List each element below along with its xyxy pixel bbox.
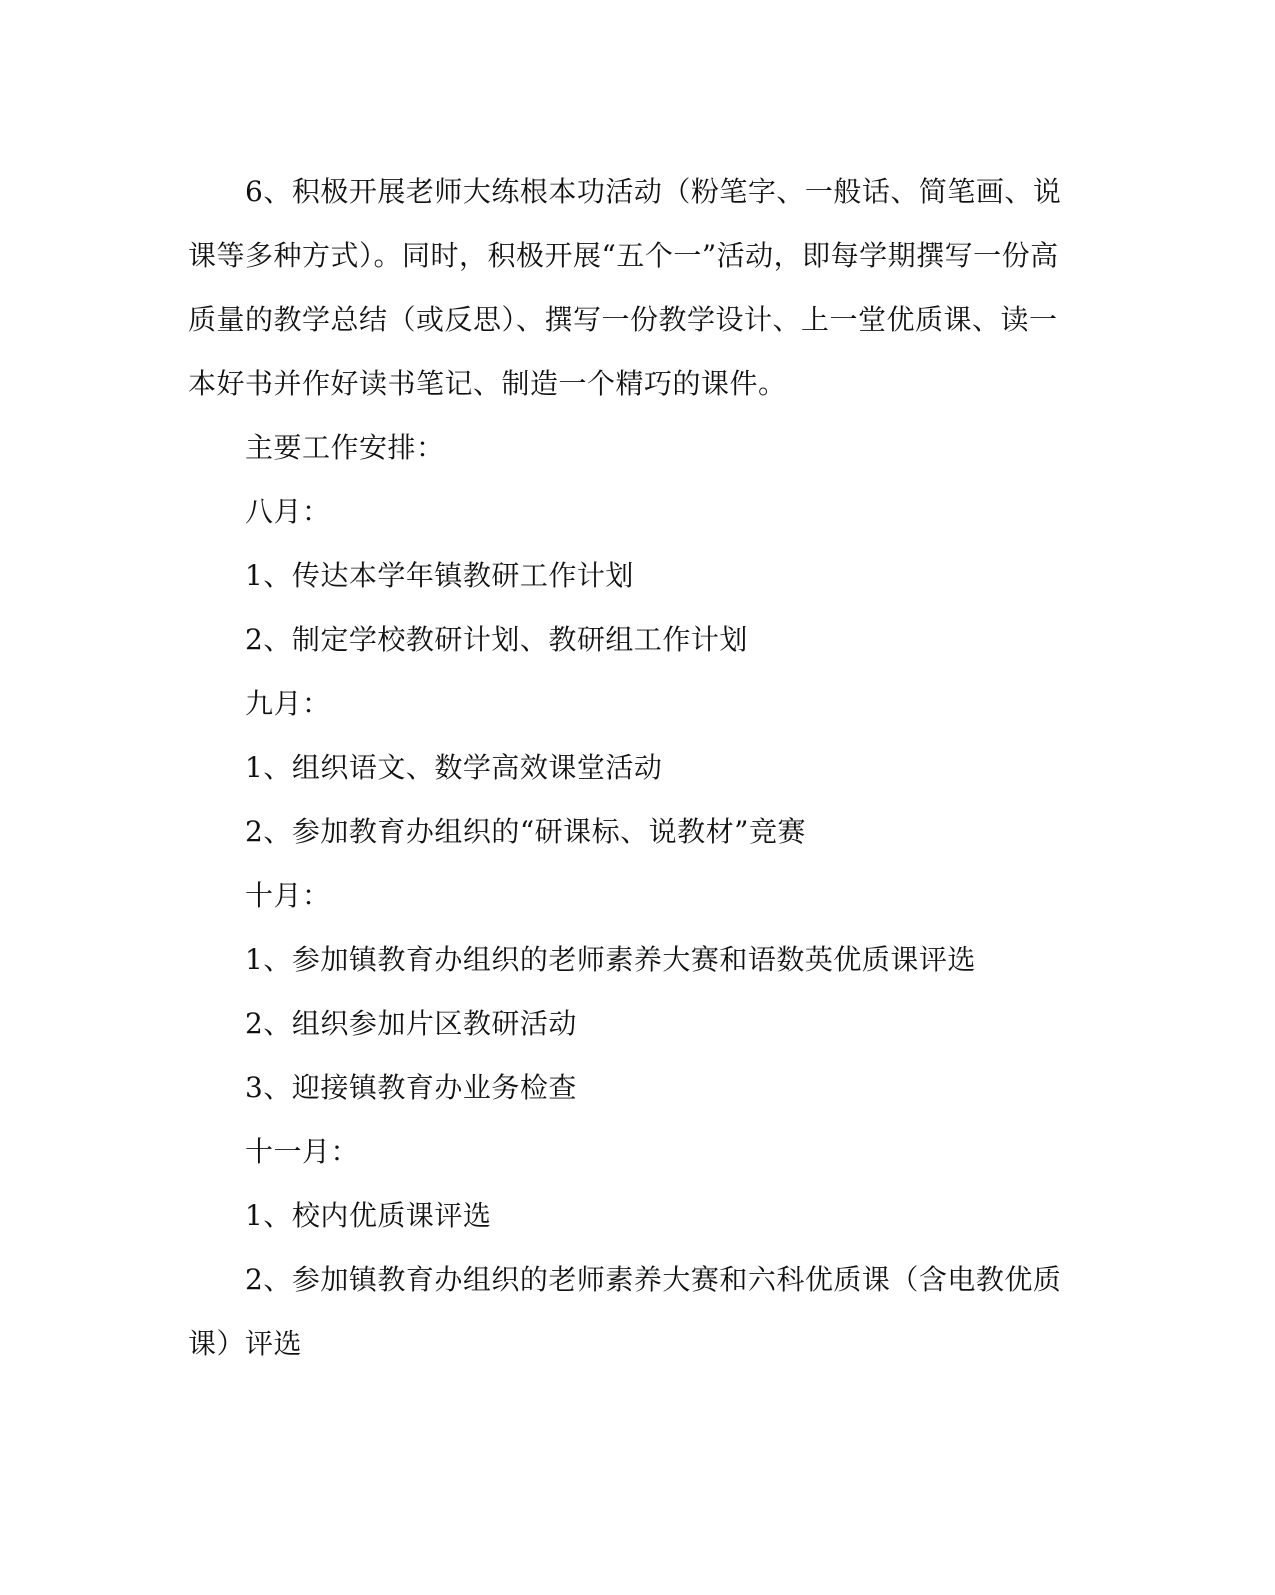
list-item: 1、组织语文、数学高效课堂活动	[245, 751, 663, 784]
list-item: 2、制定学校教研计划、教研组工作计划	[245, 623, 748, 656]
list-item: 2、组织参加片区教研活动	[245, 1007, 577, 1040]
list-item: 2、参加教育办组织的“研课标、说教材”竞赛	[245, 815, 806, 848]
list-item: 1、参加镇教育办组织的老师素养大赛和语数英优质课评选	[245, 943, 976, 976]
month-heading-august: 八月：	[245, 495, 331, 528]
paragraph-activities: 6、积极开展老师大练根本功活动（粉笔字、一般话、简笔画、说课等多种方式）。同时，积极开展“五个一”活动，即每学期撰写一份高质量的教学总结（或反思）、撰写一份教学设计、上一堂优质课、读一本好书并作好读书笔记、制造一个精巧的课件。	[188, 175, 1062, 400]
month-heading-november: 十一月：	[245, 1135, 360, 1168]
document-body	[188, 160, 1066, 1376]
list-item: 3、迎接镇教育办业务检查	[245, 1071, 577, 1104]
list-item: 1、传达本学年镇教研工作计划	[245, 559, 634, 592]
list-item: 2、参加镇教育办组织的老师素养大赛和六科优质课（含电教优质课）评选	[188, 1263, 1062, 1360]
month-heading-october: 十月：	[245, 879, 331, 912]
heading-main-work-schedule: 主要工作安排：	[245, 431, 445, 464]
list-item: 1、校内优质课评选	[245, 1199, 492, 1232]
month-heading-september: 九月：	[245, 687, 331, 720]
